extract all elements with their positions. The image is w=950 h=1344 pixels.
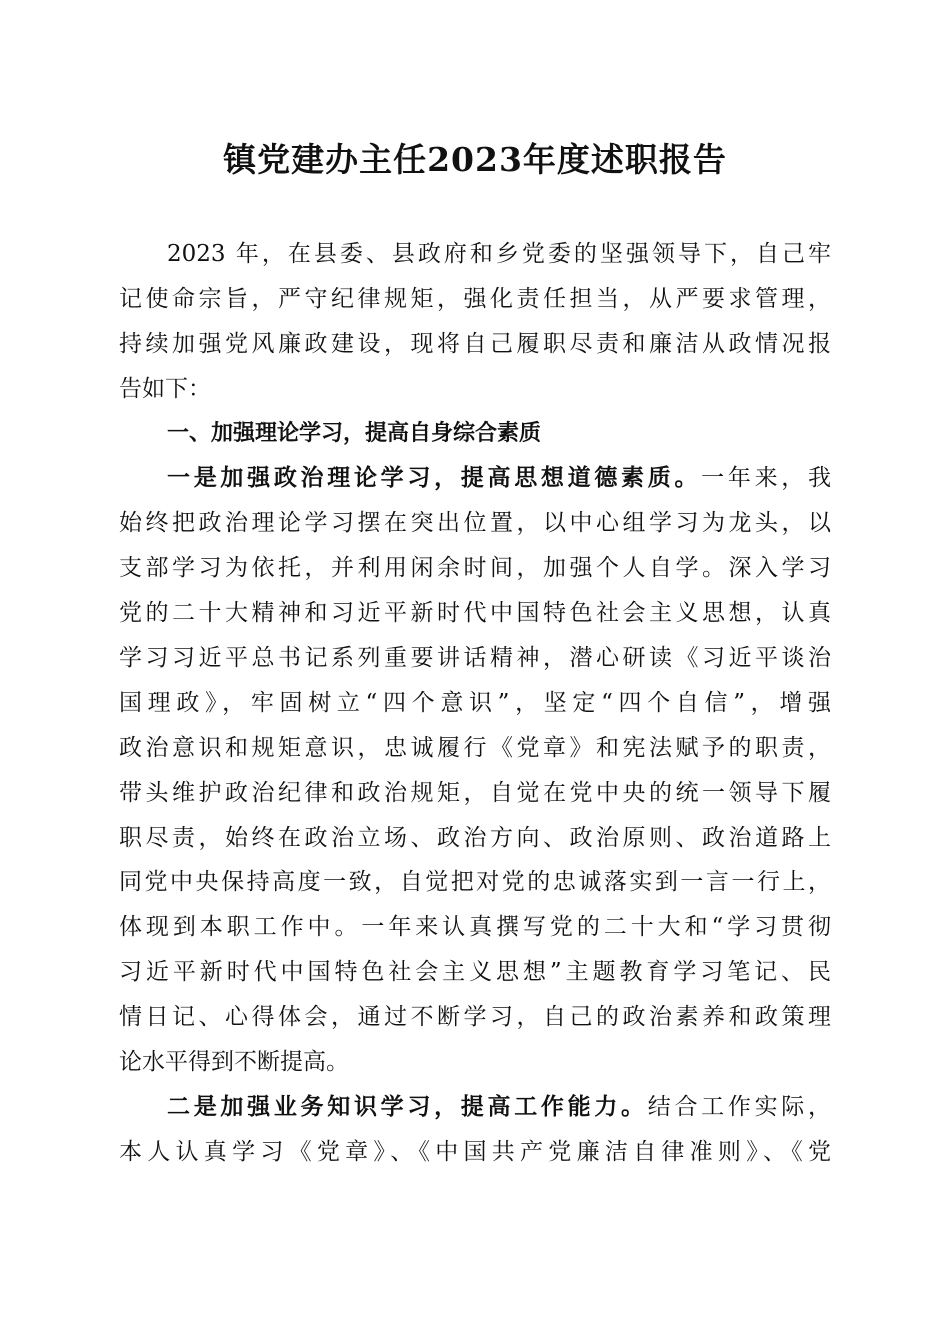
paragraph-line: 习近平新时代中国特色社会主义思想”主题教育学习笔记、民 — [119, 959, 831, 986]
intro-line: 持续加强党风廉政建设，现将自己履职尽责和廉洁从政情况报 — [119, 330, 831, 357]
document-body — [119, 232, 831, 1175]
paragraph-first-line — [119, 1085, 831, 1130]
paragraph-line: 情日记、心得体会，通过不断学习，自己的政治素养和政策理 — [119, 1004, 831, 1031]
section-heading: 一、加强理论学习，提高自身综合素质 — [167, 420, 542, 446]
paragraph-line: 始终把政治理论学习摆在突出位置，以中心组学习为龙头，以 — [119, 510, 831, 537]
paragraph-first-line — [119, 456, 831, 501]
paragraph-line: 学习习近平总书记系列重要讲话精神，潜心研读《习近平谈治 — [119, 645, 831, 672]
paragraph-text: 一年来，我 — [701, 465, 832, 492]
paragraph-line: 同党中央保持高度一致，自觉把对党的忠诚落实到一言一行上， — [119, 869, 831, 896]
paragraph-line: 体现到本职工作中。一年来认真撰写党的二十大和“学习贯彻 — [119, 914, 831, 941]
paragraph-line: 国理政》，牢固树立“四个意识”，坚定“四个自信”，增强 — [119, 689, 831, 716]
document-title: 镇党建办主任2023年度述职报告 — [223, 140, 727, 179]
paragraph-line: 职尽责，始终在政治立场、政治方向、政治原则、政治道路上 — [119, 824, 831, 851]
paragraph-line: 支部学习为依托，并利用闲余时间，加强个人自学。深入学习 — [119, 555, 831, 582]
paragraph-line: 政治意识和规矩意识，忠诚履行《党章》和宪法赋予的职责， — [119, 734, 831, 761]
paragraph-text: 结合工作实际， — [647, 1093, 832, 1120]
paragraph-line: 带头维护政治纪律和政治规矩，自觉在党中央的统一领导下履 — [119, 779, 831, 806]
intro-line: 2023 年，在县委、县政府和乡党委的坚强领导下，自己牢 — [167, 241, 831, 267]
paragraph-line: 论水平得到不断提高。 — [119, 1049, 349, 1076]
paragraph-lead: 二是加强业务知识学习，提高工作能力。 — [167, 1092, 648, 1120]
intro-line: 告如下： — [119, 375, 211, 402]
paragraph-lead: 一是加强政治理论学习，提高思想道德素质。 — [167, 464, 702, 492]
paragraph-line: 党的二十大精神和习近平新时代中国特色社会主义思想，认真 — [119, 600, 831, 627]
intro-line: 记使命宗旨，严守纪律规矩，强化责任担当，从严要求管理， — [119, 285, 831, 312]
paragraph-line: 本人认真学习《党章》、《中国共产党廉洁自律准则》、《党 — [119, 1138, 831, 1165]
